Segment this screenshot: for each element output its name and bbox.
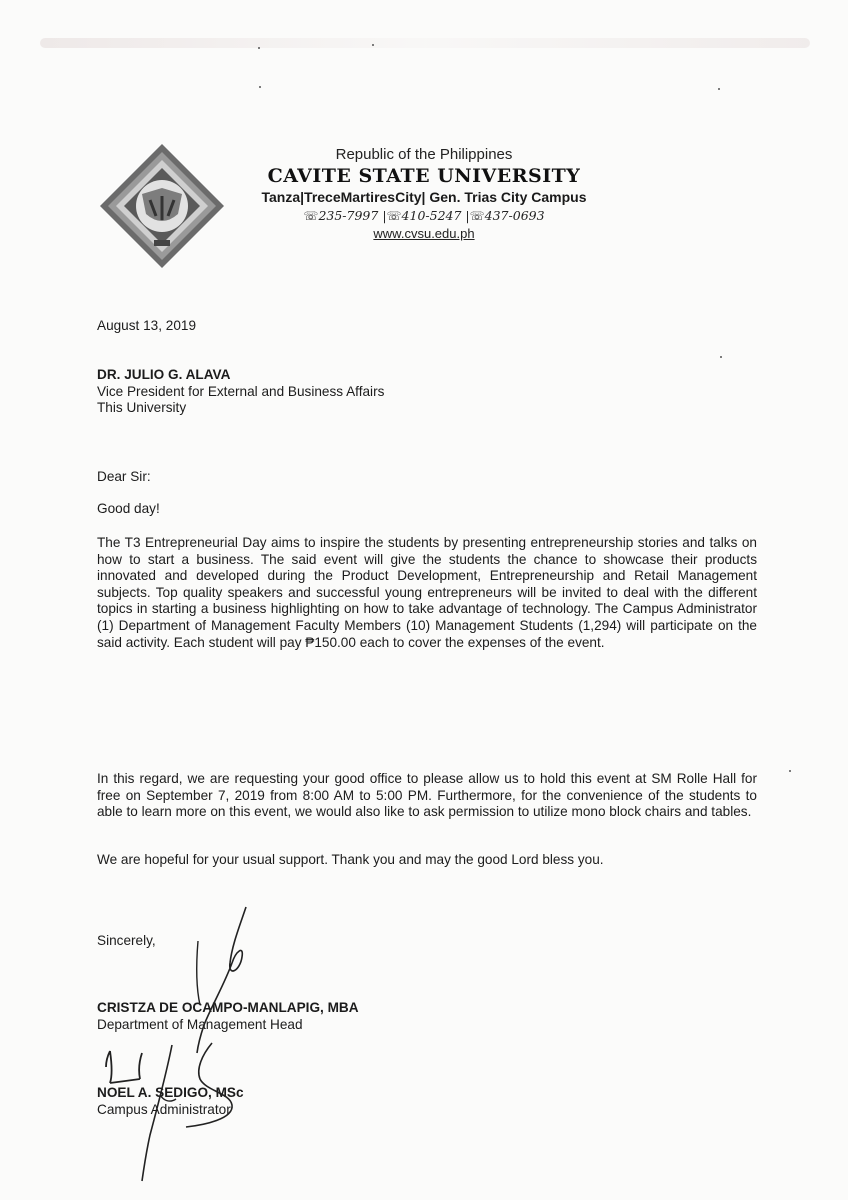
signatory-name: NOEL A. SEDIGO, MSc [97, 1085, 244, 1100]
signatory-position: Department of Management Head [97, 1016, 303, 1032]
closing: Sincerely, [97, 933, 156, 948]
scan-speck [259, 86, 261, 88]
recipient-title: Vice President for External and Business Affairs [97, 383, 385, 399]
scan-smudge [40, 38, 810, 48]
scan-speck [720, 356, 722, 358]
phone-number: 235-7997 [318, 208, 379, 223]
greeting: Good day! [97, 501, 160, 516]
recipient-org: This University [97, 400, 187, 416]
phone-number: 410-5247 [401, 208, 462, 223]
body-paragraph: The T3 Entrepreneurial Day aims to inspire the students by presenting entrepreneurship stories and talks on how to start a business. The said event will give the students the chance to showcase their products innovated and developed during the Product Development, Entrepreneurship and Retail Management subjects. Top quality speakers and successful young entrepreneurs will be invited to deal with the different topics in starting a business highlighting on how to take advantage of technology. The Campus Administrator (1) Department of Management Faculty Members (10) Management Students (1,294) will participate on the said activity. Each student will pay ₱150.00 each to cover the expenses of the event. [97, 535, 757, 650]
signatory-name: CRISTZA DE OCAMPO-MANLAPIG, MBA [97, 1000, 359, 1015]
letterhead-website: www.cvsu.edu.ph [373, 226, 475, 241]
salutation: Dear Sir: [97, 469, 151, 484]
signatory-block [97, 1000, 757, 1033]
body-paragraph: In this regard, we are requesting your good office to please allow us to hold this event at SM Rolle Hall for free on September 7, 2019 from 8:00 AM to 5:00 PM. Furthermore, for the convenience of the students to able to learn more on this event, we would also like to ask permission to utilize mono block chairs and tables. [97, 771, 757, 820]
recipient-block [97, 367, 757, 417]
letterhead [234, 146, 614, 243]
letterhead-campus: Tanza|TreceMartiresCity| Gen. Trias City Campus [261, 189, 587, 205]
scan-speck [718, 88, 720, 90]
university-seal-logo [98, 142, 226, 270]
telephone-icon: ☏ [469, 209, 485, 223]
telephone-icon: ☏ [303, 209, 319, 223]
phone-number: 437-0693 [484, 208, 545, 223]
letterhead-university-name: CAVITE STATE UNIVERSITY [267, 165, 581, 187]
signatory-block [97, 1085, 757, 1118]
telephone-icon: ☏ [386, 209, 402, 223]
body-paragraph: We are hopeful for your usual support. Thank you and may the good Lord bless you. [97, 852, 604, 867]
letterhead-phones: ☏235-7997 |☏410-5247 |☏437-0693 [303, 208, 545, 223]
scan-speck [372, 44, 374, 46]
scan-speck [258, 47, 260, 49]
scan-speck [789, 770, 791, 772]
signatory-position: Campus Administrator [97, 1101, 231, 1117]
letterhead-republic: Republic of the Philippines [335, 146, 513, 163]
recipient-name: DR. JULIO G. ALAVA [97, 367, 231, 382]
letter-date: August 13, 2019 [97, 318, 197, 333]
